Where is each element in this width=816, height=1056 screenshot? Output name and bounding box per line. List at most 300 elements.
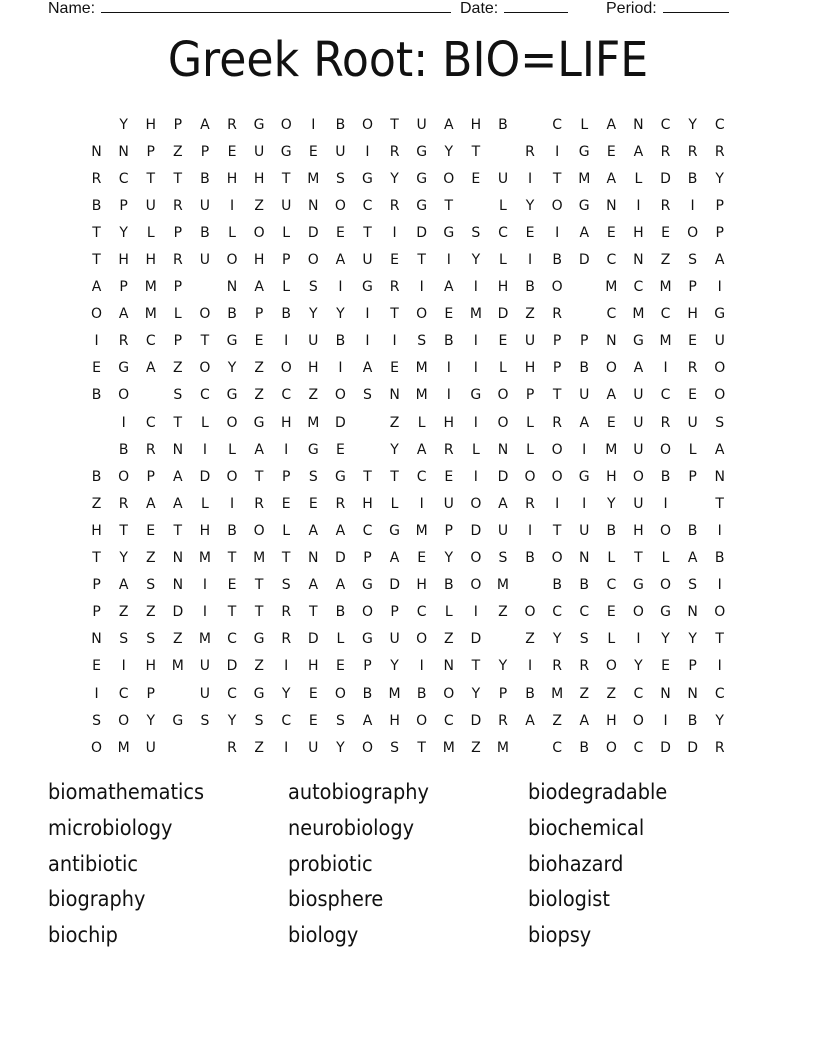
grid-cell[interactable]: T: [390, 468, 399, 485]
grid-cell[interactable]: O: [524, 604, 536, 621]
grid-cell[interactable]: E: [308, 685, 318, 702]
grid-cell[interactable]: O: [199, 360, 211, 377]
grid-cell[interactable]: R: [714, 739, 725, 756]
grid-cell[interactable]: E: [227, 577, 237, 594]
grid-cell[interactable]: O: [497, 387, 509, 404]
grid-cell[interactable]: I: [663, 712, 668, 729]
grid-cell[interactable]: E: [390, 252, 399, 269]
grid-cell[interactable]: E: [390, 360, 399, 377]
grid-cell[interactable]: R: [687, 143, 698, 160]
grid-cell[interactable]: D: [335, 550, 346, 567]
grid-cell[interactable]: C: [118, 170, 129, 187]
grid-cell[interactable]: A: [362, 360, 373, 377]
grid-cell[interactable]: L: [526, 441, 534, 458]
grid-cell[interactable]: B: [118, 441, 129, 458]
grid-cell[interactable]: C: [633, 685, 644, 702]
grid-cell[interactable]: B: [281, 306, 291, 323]
grid-cell[interactable]: E: [92, 658, 101, 675]
grid-cell[interactable]: C: [660, 306, 671, 323]
grid-cell[interactable]: L: [282, 279, 291, 296]
grid-cell[interactable]: I: [392, 224, 397, 241]
grid-cell[interactable]: I: [202, 441, 207, 458]
grid-cell[interactable]: U: [145, 197, 156, 214]
grid-cell[interactable]: P: [715, 197, 724, 214]
grid-cell[interactable]: P: [92, 604, 101, 621]
grid-cell[interactable]: N: [633, 116, 644, 133]
grid-cell[interactable]: H: [443, 414, 455, 431]
grid-cell[interactable]: Y: [119, 224, 128, 241]
grid-cell[interactable]: A: [416, 441, 427, 458]
grid-cell[interactable]: R: [552, 414, 562, 431]
grid-cell[interactable]: Z: [525, 631, 535, 648]
grid-cell[interactable]: S: [335, 170, 345, 187]
grid-cell[interactable]: U: [362, 252, 373, 269]
grid-cell[interactable]: P: [498, 685, 508, 702]
grid-cell[interactable]: T: [146, 170, 156, 187]
grid-cell[interactable]: Y: [119, 116, 128, 133]
grid-cell[interactable]: A: [443, 116, 454, 133]
grid-cell[interactable]: [571, 274, 598, 301]
grid-cell[interactable]: C: [281, 712, 292, 729]
grid-cell[interactable]: B: [443, 333, 454, 350]
grid-cell[interactable]: S: [335, 712, 345, 729]
grid-cell[interactable]: G: [578, 468, 590, 485]
grid-cell[interactable]: M: [496, 577, 509, 594]
grid-cell[interactable]: E: [606, 604, 616, 621]
grid-cell[interactable]: T: [173, 522, 183, 539]
grid-cell[interactable]: Z: [254, 739, 264, 756]
grid-cell[interactable]: I: [663, 360, 668, 377]
grid-cell[interactable]: H: [253, 252, 265, 269]
grid-cell[interactable]: L: [201, 495, 209, 512]
grid-cell[interactable]: Z: [254, 658, 264, 675]
grid-cell[interactable]: E: [308, 712, 318, 729]
grid-cell[interactable]: N: [687, 604, 698, 621]
grid-cell[interactable]: O: [334, 387, 346, 404]
grid-cell[interactable]: C: [416, 468, 427, 485]
grid-cell[interactable]: P: [688, 658, 697, 675]
grid-cell[interactable]: T: [390, 116, 399, 133]
grid-cell[interactable]: Y: [471, 685, 481, 702]
grid-cell[interactable]: Y: [227, 712, 237, 729]
grid-cell[interactable]: O: [470, 577, 482, 594]
grid-cell[interactable]: I: [365, 333, 370, 350]
grid-cell[interactable]: C: [606, 306, 617, 323]
grid-cell[interactable]: D: [172, 604, 184, 621]
grid-cell[interactable]: U: [199, 658, 211, 675]
grid-cell[interactable]: S: [254, 712, 264, 729]
grid-cell[interactable]: P: [119, 197, 128, 214]
grid-cell[interactable]: N: [389, 387, 400, 404]
grid-cell[interactable]: E: [146, 522, 156, 539]
grid-cell[interactable]: O: [307, 252, 319, 269]
grid-cell[interactable]: N: [687, 685, 698, 702]
grid-cell[interactable]: L: [282, 522, 291, 539]
grid-cell[interactable]: O: [416, 712, 428, 729]
grid-cell[interactable]: I: [555, 224, 560, 241]
grid-cell[interactable]: C: [118, 685, 129, 702]
grid-cell[interactable]: R: [227, 739, 237, 756]
grid-cell[interactable]: E: [498, 333, 508, 350]
grid-cell[interactable]: P: [254, 306, 264, 323]
grid-cell[interactable]: I: [311, 116, 316, 133]
grid-cell[interactable]: E: [606, 224, 616, 241]
grid-cell[interactable]: U: [579, 522, 590, 539]
grid-cell[interactable]: N: [172, 577, 184, 594]
grid-cell[interactable]: I: [717, 522, 722, 539]
grid-cell[interactable]: I: [636, 197, 641, 214]
grid-cell[interactable]: M: [469, 306, 482, 323]
grid-cell[interactable]: C: [416, 604, 427, 621]
grid-cell[interactable]: G: [280, 143, 292, 160]
grid-cell[interactable]: Y: [336, 739, 345, 756]
grid-cell[interactable]: N: [660, 685, 671, 702]
grid-cell[interactable]: [354, 436, 381, 463]
grid-cell[interactable]: E: [335, 224, 345, 241]
grid-cell[interactable]: N: [172, 441, 184, 458]
grid-cell[interactable]: A: [118, 306, 129, 323]
grid-cell[interactable]: N: [308, 197, 319, 214]
grid-cell[interactable]: L: [607, 550, 616, 567]
grid-cell[interactable]: O: [470, 495, 482, 512]
grid-cell[interactable]: P: [146, 143, 155, 160]
grid-cell[interactable]: [517, 572, 544, 599]
grid-cell[interactable]: I: [229, 495, 235, 512]
grid-cell[interactable]: I: [527, 252, 533, 269]
grid-cell[interactable]: L: [499, 252, 507, 269]
grid-cell[interactable]: E: [308, 143, 318, 160]
grid-cell[interactable]: A: [335, 577, 346, 594]
grid-cell[interactable]: H: [633, 522, 644, 539]
grid-cell[interactable]: O: [416, 631, 428, 648]
grid-cell[interactable]: B: [606, 522, 617, 539]
grid-cell[interactable]: A: [118, 577, 129, 594]
grid-cell[interactable]: C: [633, 739, 644, 756]
grid-cell[interactable]: P: [173, 224, 183, 241]
grid-cell[interactable]: N: [91, 631, 102, 648]
grid-cell[interactable]: N: [443, 658, 454, 675]
grid-cell[interactable]: B: [525, 685, 535, 702]
grid-cell[interactable]: T: [417, 739, 426, 756]
grid-cell[interactable]: Z: [579, 685, 590, 702]
grid-cell[interactable]: O: [280, 360, 292, 377]
grid-cell[interactable]: A: [579, 224, 590, 241]
grid-cell[interactable]: D: [578, 252, 590, 269]
grid-cell[interactable]: I: [473, 468, 478, 485]
grid-cell[interactable]: T: [200, 333, 210, 350]
grid-cell[interactable]: D: [416, 224, 428, 241]
grid-cell[interactable]: R: [714, 143, 725, 160]
grid-cell[interactable]: T: [363, 468, 372, 485]
grid-cell[interactable]: O: [91, 739, 103, 756]
grid-cell[interactable]: Y: [661, 631, 670, 648]
grid-cell[interactable]: I: [473, 414, 478, 431]
grid-cell[interactable]: B: [552, 252, 562, 269]
grid-cell[interactable]: O: [551, 468, 563, 485]
grid-cell[interactable]: T: [715, 495, 724, 512]
grid-cell[interactable]: U: [579, 387, 590, 404]
grid-cell[interactable]: U: [687, 414, 698, 431]
grid-cell[interactable]: N: [226, 279, 238, 296]
grid-cell[interactable]: L: [390, 495, 399, 512]
grid-cell[interactable]: Z: [660, 252, 671, 269]
grid-cell[interactable]: O: [632, 468, 644, 485]
grid-cell[interactable]: D: [497, 468, 509, 485]
grid-cell[interactable]: Z: [254, 197, 264, 214]
grid-cell[interactable]: G: [714, 306, 726, 323]
grid-cell[interactable]: C: [498, 224, 508, 241]
grid-cell[interactable]: Y: [390, 170, 399, 187]
grid-cell[interactable]: L: [336, 631, 345, 648]
grid-cell[interactable]: Z: [173, 631, 183, 648]
grid-cell[interactable]: O: [91, 306, 103, 323]
grid-cell[interactable]: I: [121, 658, 126, 675]
grid-cell[interactable]: O: [660, 577, 672, 594]
grid-cell[interactable]: B: [91, 197, 102, 214]
grid-cell[interactable]: E: [254, 333, 264, 350]
grid-cell[interactable]: P: [525, 387, 535, 404]
grid-cell[interactable]: B: [525, 550, 535, 567]
grid-cell[interactable]: E: [661, 224, 670, 241]
grid-cell[interactable]: S: [92, 712, 101, 729]
grid-cell[interactable]: M: [198, 550, 211, 567]
grid-cell[interactable]: I: [527, 658, 533, 675]
grid-cell[interactable]: R: [579, 658, 590, 675]
grid-cell[interactable]: Y: [444, 550, 454, 567]
grid-cell[interactable]: Y: [607, 495, 616, 512]
grid-cell[interactable]: C: [145, 414, 156, 431]
grid-cell[interactable]: M: [415, 360, 428, 377]
grid-cell[interactable]: P: [173, 116, 183, 133]
grid-cell[interactable]: T: [281, 550, 291, 567]
grid-cell[interactable]: [83, 111, 110, 138]
grid-cell[interactable]: U: [199, 197, 211, 214]
grid-cell[interactable]: R: [443, 441, 454, 458]
grid-cell[interactable]: H: [199, 522, 211, 539]
grid-cell[interactable]: I: [419, 279, 424, 296]
grid-cell[interactable]: H: [633, 224, 644, 241]
grid-cell[interactable]: Z: [173, 360, 183, 377]
grid-cell[interactable]: S: [281, 577, 291, 594]
grid-cell[interactable]: R: [118, 333, 129, 350]
grid-cell[interactable]: Y: [498, 658, 508, 675]
grid-cell[interactable]: G: [362, 279, 373, 296]
grid-cell[interactable]: I: [365, 306, 370, 323]
grid-cell[interactable]: H: [389, 712, 400, 729]
grid-cell[interactable]: L: [471, 441, 480, 458]
grid-cell[interactable]: I: [446, 387, 451, 404]
grid-cell[interactable]: O: [660, 522, 672, 539]
grid-cell[interactable]: I: [636, 631, 641, 648]
grid-cell[interactable]: A: [633, 360, 644, 377]
grid-cell[interactable]: U: [633, 414, 644, 431]
grid-cell[interactable]: I: [690, 197, 695, 214]
grid-cell[interactable]: U: [389, 631, 400, 648]
grid-cell[interactable]: S: [471, 224, 481, 241]
grid-cell[interactable]: [517, 734, 544, 761]
grid-cell[interactable]: A: [254, 279, 264, 296]
grid-cell[interactable]: I: [338, 360, 343, 377]
grid-cell[interactable]: H: [497, 279, 509, 296]
grid-cell[interactable]: R: [525, 495, 535, 512]
grid-cell[interactable]: A: [254, 441, 264, 458]
grid-cell[interactable]: I: [94, 333, 99, 350]
grid-cell[interactable]: R: [172, 252, 183, 269]
grid-cell[interactable]: E: [688, 387, 698, 404]
grid-cell[interactable]: C: [579, 604, 590, 621]
grid-cell[interactable]: C: [714, 116, 725, 133]
grid-cell[interactable]: U: [281, 197, 292, 214]
grid-cell[interactable]: A: [498, 495, 508, 512]
grid-cell[interactable]: B: [687, 170, 698, 187]
grid-cell[interactable]: D: [226, 658, 238, 675]
grid-cell[interactable]: T: [92, 224, 101, 241]
grid-cell[interactable]: R: [335, 495, 346, 512]
grid-cell[interactable]: S: [173, 387, 183, 404]
grid-cell[interactable]: L: [282, 224, 291, 241]
grid-cell[interactable]: R: [525, 143, 535, 160]
grid-cell[interactable]: T: [552, 522, 562, 539]
grid-cell[interactable]: R: [389, 197, 400, 214]
grid-cell[interactable]: H: [470, 116, 482, 133]
grid-cell[interactable]: P: [390, 604, 399, 621]
grid-cell[interactable]: M: [605, 441, 618, 458]
grid-cell[interactable]: I: [229, 197, 235, 214]
grid-cell[interactable]: B: [687, 522, 698, 539]
grid-cell[interactable]: T: [417, 252, 426, 269]
grid-cell[interactable]: A: [308, 522, 319, 539]
grid-cell[interactable]: A: [714, 441, 725, 458]
grid-cell[interactable]: B: [91, 468, 102, 485]
grid-cell[interactable]: O: [118, 468, 130, 485]
grid-cell[interactable]: H: [308, 360, 319, 377]
grid-cell[interactable]: C: [281, 387, 292, 404]
grid-cell[interactable]: Y: [634, 658, 643, 675]
grid-cell[interactable]: G: [362, 170, 373, 187]
grid-cell[interactable]: P: [281, 468, 291, 485]
grid-cell[interactable]: I: [121, 414, 126, 431]
grid-cell[interactable]: G: [226, 333, 238, 350]
grid-cell[interactable]: A: [173, 495, 183, 512]
grid-cell[interactable]: O: [416, 306, 428, 323]
grid-cell[interactable]: P: [363, 550, 372, 567]
grid-cell[interactable]: S: [308, 468, 318, 485]
grid-cell[interactable]: [462, 192, 489, 219]
grid-cell[interactable]: H: [118, 252, 129, 269]
grid-cell[interactable]: R: [172, 197, 183, 214]
grid-cell[interactable]: E: [308, 495, 318, 512]
grid-cell[interactable]: T: [281, 170, 291, 187]
grid-cell[interactable]: Z: [173, 143, 183, 160]
grid-cell[interactable]: Y: [715, 712, 724, 729]
grid-cell[interactable]: Y: [715, 170, 724, 187]
grid-cell[interactable]: I: [527, 522, 533, 539]
grid-cell[interactable]: Z: [525, 306, 535, 323]
grid-cell[interactable]: T: [471, 143, 481, 160]
grid-cell[interactable]: L: [201, 414, 209, 431]
grid-cell[interactable]: U: [416, 116, 427, 133]
grid-cell[interactable]: T: [471, 658, 481, 675]
grid-cell[interactable]: Z: [145, 604, 156, 621]
grid-cell[interactable]: M: [415, 522, 428, 539]
grid-cell[interactable]: G: [632, 577, 644, 594]
grid-cell[interactable]: O: [687, 224, 699, 241]
grid-cell[interactable]: D: [389, 577, 400, 594]
grid-cell[interactable]: U: [308, 739, 319, 756]
grid-cell[interactable]: R: [687, 360, 698, 377]
grid-cell[interactable]: S: [688, 577, 698, 594]
grid-cell[interactable]: N: [578, 550, 590, 567]
grid-cell[interactable]: I: [284, 333, 289, 350]
grid-cell[interactable]: H: [308, 658, 319, 675]
grid-cell[interactable]: G: [307, 441, 319, 458]
grid-cell[interactable]: [191, 274, 218, 301]
grid-cell[interactable]: Y: [525, 197, 535, 214]
grid-cell[interactable]: C: [660, 387, 671, 404]
grid-cell[interactable]: A: [362, 712, 373, 729]
grid-cell[interactable]: O: [714, 360, 726, 377]
grid-cell[interactable]: A: [335, 522, 346, 539]
grid-cell[interactable]: [489, 138, 516, 165]
grid-cell[interactable]: E: [335, 658, 345, 675]
grid-cell[interactable]: A: [606, 116, 617, 133]
grid-cell[interactable]: A: [714, 252, 725, 269]
grid-cell[interactable]: P: [580, 333, 589, 350]
grid-cell[interactable]: A: [91, 279, 102, 296]
grid-cell[interactable]: P: [92, 577, 101, 594]
grid-cell[interactable]: M: [144, 306, 157, 323]
grid-cell[interactable]: I: [284, 658, 289, 675]
grid-cell[interactable]: B: [443, 577, 454, 594]
grid-cell[interactable]: B: [227, 306, 237, 323]
grid-cell[interactable]: G: [470, 387, 482, 404]
grid-cell[interactable]: E: [606, 414, 616, 431]
grid-cell[interactable]: I: [94, 685, 99, 702]
grid-cell[interactable]: M: [578, 170, 591, 187]
grid-cell[interactable]: S: [498, 550, 508, 567]
grid-cell[interactable]: T: [173, 170, 183, 187]
grid-cell[interactable]: M: [605, 279, 618, 296]
grid-cell[interactable]: D: [335, 414, 346, 431]
grid-cell[interactable]: C: [606, 252, 617, 269]
grid-cell[interactable]: A: [687, 550, 698, 567]
grid-cell[interactable]: C: [200, 387, 210, 404]
grid-cell[interactable]: S: [119, 631, 129, 648]
grid-cell[interactable]: C: [552, 604, 563, 621]
grid-cell[interactable]: I: [717, 279, 722, 296]
grid-cell[interactable]: C: [714, 685, 725, 702]
grid-cell[interactable]: M: [253, 550, 266, 567]
grid-cell[interactable]: D: [307, 631, 319, 648]
grid-cell[interactable]: E: [335, 441, 345, 458]
grid-cell[interactable]: M: [551, 685, 564, 702]
grid-cell[interactable]: G: [416, 143, 428, 160]
grid-cell[interactable]: Z: [471, 739, 481, 756]
grid-cell[interactable]: O: [632, 604, 644, 621]
grid-cell[interactable]: B: [362, 685, 373, 702]
grid-cell[interactable]: G: [172, 712, 184, 729]
grid-cell[interactable]: T: [227, 550, 237, 567]
grid-cell[interactable]: L: [580, 116, 589, 133]
grid-cell[interactable]: G: [416, 170, 428, 187]
grid-cell[interactable]: G: [362, 577, 373, 594]
grid-cell[interactable]: E: [525, 224, 535, 241]
grid-cell[interactable]: P: [119, 279, 128, 296]
grid-cell[interactable]: R: [389, 143, 400, 160]
grid-cell[interactable]: Z: [606, 685, 617, 702]
grid-cell[interactable]: O: [226, 414, 238, 431]
grid-cell[interactable]: A: [200, 116, 210, 133]
